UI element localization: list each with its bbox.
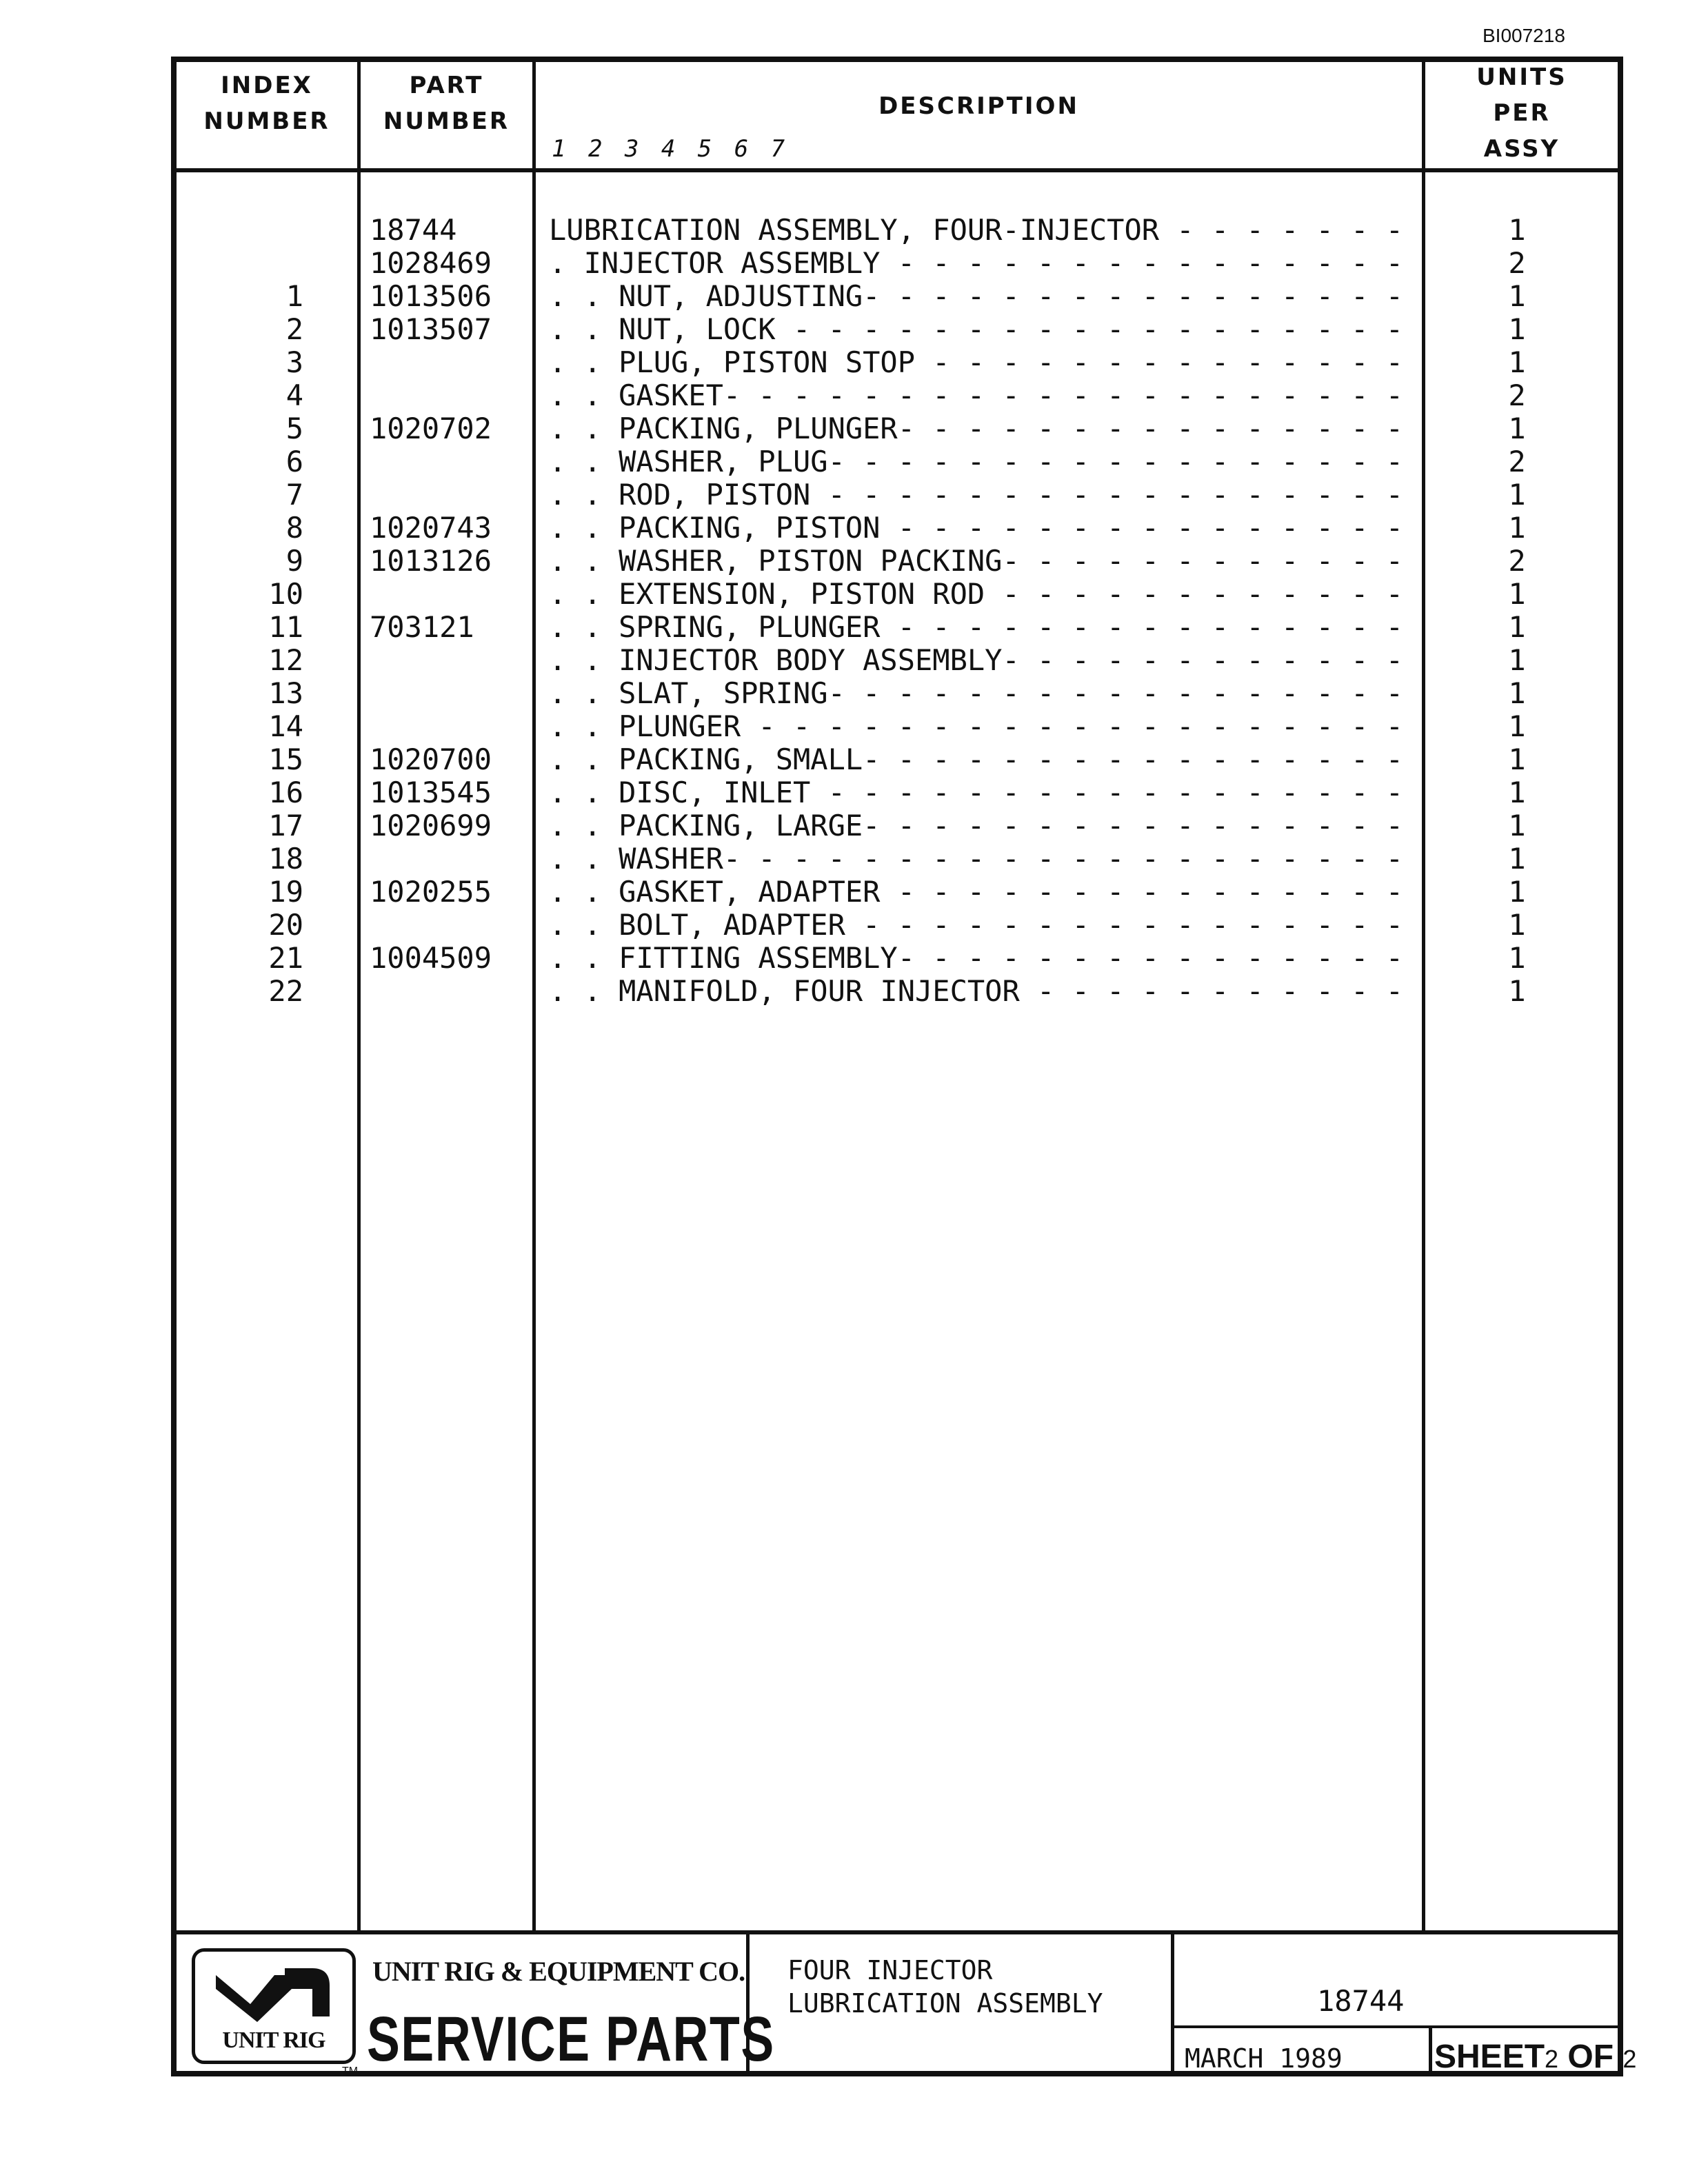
description-cell: . INJECTOR ASSEMBLY - - - - - - - - - - - - - - - (549, 246, 1404, 280)
units-header-line2: PER (1493, 99, 1551, 127)
issue-date: MARCH 1989 (1185, 2043, 1343, 2074)
index-number-cell: 19 (268, 875, 303, 909)
drawing-number: 18744 (1317, 1984, 1405, 2018)
index-number-cell: 10 (268, 577, 303, 611)
table-row (0, 545, 1688, 578)
units-cell: 1 (1508, 577, 1526, 611)
table-row (0, 313, 1688, 346)
description-cell: . . PLUNGER - - - - - - - - - - - - - - - - - - - (549, 709, 1404, 743)
table-row (0, 346, 1688, 379)
part-number-cell: 18744 (370, 213, 457, 247)
units-cell: 1 (1508, 776, 1526, 809)
description-cell: . . PACKING, PISTON - - - - - - - - - - - - - - - (549, 511, 1404, 545)
part-number-cell: 1020255 (370, 875, 492, 909)
table-row (0, 743, 1688, 776)
index-number-cell: 20 (268, 908, 303, 942)
document-id: BI007218 (1483, 25, 1565, 46)
part-header-line2: NUMBER (383, 108, 510, 135)
part-number-cell: 1020702 (370, 412, 492, 445)
part-number-cell: 1013506 (370, 279, 492, 313)
sheet-indicator (1434, 2038, 1636, 2076)
table-row (0, 445, 1688, 478)
index-number-cell: 1 (285, 279, 303, 313)
table-row (0, 876, 1688, 909)
indent-levels: 1 2 3 4 5 6 7 (552, 135, 790, 163)
table-row (0, 942, 1688, 975)
index-number-cell: 21 (268, 941, 303, 975)
footer-rule (174, 1930, 1620, 1934)
description-cell: . . PACKING, SMALL- - - - - - - - - - - - - - - - (549, 742, 1404, 776)
footer-date-rule (1172, 2025, 1620, 2028)
index-number-cell: 8 (285, 511, 303, 545)
units-cell: 2 (1508, 378, 1526, 412)
units-header-line3: ASSY (1483, 135, 1560, 163)
footer-divider-3 (1429, 2025, 1432, 2076)
part-number-cell: 703121 (370, 610, 474, 644)
table-row (0, 478, 1688, 512)
units-header-line1: UNITS (1476, 63, 1567, 91)
table-row (0, 710, 1688, 743)
sheet-label: SHEET (1434, 2039, 1545, 2075)
part-number-cell: 1020700 (370, 742, 492, 776)
description-cell: . . MANIFOLD, FOUR INJECTOR - - - - - - - - - - - (549, 974, 1404, 1008)
table-row (0, 677, 1688, 710)
index-number-cell: 9 (285, 544, 303, 578)
units-cell: 1 (1508, 742, 1526, 776)
part-number-cell: 1013126 (370, 544, 492, 578)
index-number-header (177, 68, 357, 139)
index-number-cell: 11 (268, 610, 303, 644)
index-header-line1: INDEX (221, 72, 313, 99)
assembly-title-line1: FOUR INJECTOR (787, 1955, 993, 1985)
description-cell: . . DISC, INLET - - - - - - - - - - - - - - - - - (549, 776, 1404, 809)
unit-rig-logo (192, 1948, 356, 2064)
table-row (0, 776, 1688, 809)
table-row (0, 611, 1688, 644)
index-header-line2: NUMBER (203, 108, 330, 135)
description-cell: . . EXTENSION, PISTON ROD - - - - - - - - - - - - (549, 577, 1404, 611)
units-cell: 1 (1508, 643, 1526, 677)
index-number-cell: 3 (285, 345, 303, 379)
units-cell: 1 (1508, 676, 1526, 710)
header-rule (174, 168, 1620, 172)
table-row (0, 842, 1688, 876)
description-cell: . . ROD, PISTON - - - - - - - - - - - - - - - - - (549, 478, 1404, 512)
description-cell: . . WASHER, PISTON PACKING- - - - - - - - - - - - (549, 544, 1404, 578)
part-number-cell: 1020699 (370, 809, 492, 842)
trademark: TM (342, 2065, 359, 2077)
description-cell: . . PACKING, PLUNGER- - - - - - - - - - - - - - - (549, 412, 1404, 445)
units-cell: 1 (1508, 610, 1526, 644)
units-cell: 1 (1508, 709, 1526, 743)
description-cell: . . SLAT, SPRING- - - - - - - - - - - - - - - - - (549, 676, 1404, 710)
table-row (0, 909, 1688, 942)
units-cell: 2 (1508, 544, 1526, 578)
description-cell: . . WASHER, PLUG- - - - - - - - - - - - - - - - - (549, 445, 1404, 478)
logo-mark-icon (209, 1961, 340, 2023)
service-parts-title: SERVICE PARTS (367, 2004, 775, 2074)
description-cell: . . BOLT, ADAPTER - - - - - - - - - - - - - - - - (549, 908, 1404, 942)
units-cell: 1 (1508, 941, 1526, 975)
description-cell: . . SPRING, PLUNGER - - - - - - - - - - - - - - - (549, 610, 1404, 644)
footer-divider-2 (1171, 1930, 1174, 2076)
table-row (0, 214, 1688, 247)
sheet-number: 2 (1545, 2045, 1559, 2073)
description-cell: . . WASHER- - - - - - - - - - - - - - - - - - - - (549, 842, 1404, 876)
part-number-cell: 1020743 (370, 511, 492, 545)
units-cell: 1 (1508, 908, 1526, 942)
description-cell: . . NUT, ADJUSTING- - - - - - - - - - - - - - - - (549, 279, 1404, 313)
table-row (0, 644, 1688, 677)
index-number-cell: 17 (268, 809, 303, 842)
description-cell: . . INJECTOR BODY ASSEMBLY- - - - - - - - - - - - (549, 643, 1404, 677)
table-row (0, 809, 1688, 842)
table-row (0, 379, 1688, 412)
units-cell: 1 (1508, 974, 1526, 1008)
part-number-cell: 1004509 (370, 941, 492, 975)
part-number-header (361, 68, 532, 139)
description-cell: LUBRICATION ASSEMBLY, FOUR-INJECTOR - - - - - - - (549, 213, 1404, 247)
of-label: OF (1567, 2039, 1614, 2075)
units-cell: 1 (1508, 279, 1526, 313)
units-cell: 1 (1508, 312, 1526, 346)
units-cell: 2 (1508, 445, 1526, 478)
description-cell: . . GASKET, ADAPTER - - - - - - - - - - - - - - - (549, 875, 1404, 909)
index-number-cell: 16 (268, 776, 303, 809)
index-number-cell: 22 (268, 974, 303, 1008)
units-cell: 1 (1508, 412, 1526, 445)
description-header: DESCRIPTION (878, 92, 1079, 120)
units-cell: 1 (1508, 842, 1526, 876)
units-cell: 1 (1508, 213, 1526, 247)
units-per-assy-header (1425, 59, 1618, 167)
index-number-cell: 2 (285, 312, 303, 346)
part-header-line1: PART (409, 72, 484, 99)
table-row (0, 412, 1688, 445)
index-number-cell: 4 (285, 378, 303, 412)
units-cell: 2 (1508, 246, 1526, 280)
index-number-cell: 12 (268, 643, 303, 677)
description-cell: . . NUT, LOCK - - - - - - - - - - - - - - - - - - (549, 312, 1404, 346)
table-row (0, 512, 1688, 545)
index-number-cell: 7 (285, 478, 303, 512)
index-number-cell: 15 (268, 742, 303, 776)
description-cell: . . PLUG, PISTON STOP - - - - - - - - - - - - - - (549, 345, 1404, 379)
units-cell: 1 (1508, 511, 1526, 545)
table-row (0, 280, 1688, 313)
units-cell: 1 (1508, 875, 1526, 909)
logo-text: UNIT RIG (222, 2028, 325, 2053)
index-number-cell: 6 (285, 445, 303, 478)
units-cell: 1 (1508, 345, 1526, 379)
index-number-cell: 14 (268, 709, 303, 743)
units-cell: 1 (1508, 478, 1526, 512)
index-number-cell: 18 (268, 842, 303, 876)
part-number-cell: 1028469 (370, 246, 492, 280)
part-number-cell: 1013545 (370, 776, 492, 809)
description-cell: . . PACKING, LARGE- - - - - - - - - - - - - - - - (549, 809, 1404, 842)
sheet-total: 2 (1622, 2045, 1637, 2073)
index-number-cell: 5 (285, 412, 303, 445)
index-number-cell: 13 (268, 676, 303, 710)
company-name: UNIT RIG & EQUIPMENT CO. (372, 1956, 745, 1987)
description-cell: . . GASKET- - - - - - - - - - - - - - - - - - - - (549, 378, 1404, 412)
table-row (0, 975, 1688, 1008)
table-row (0, 247, 1688, 280)
part-number-cell: 1013507 (370, 312, 492, 346)
table-row (0, 578, 1688, 611)
assembly-title-line2: LUBRICATION ASSEMBLY (787, 1988, 1103, 2019)
description-cell: . . FITTING ASSEMBLY- - - - - - - - - - - - - - - (549, 941, 1404, 975)
units-cell: 1 (1508, 809, 1526, 842)
